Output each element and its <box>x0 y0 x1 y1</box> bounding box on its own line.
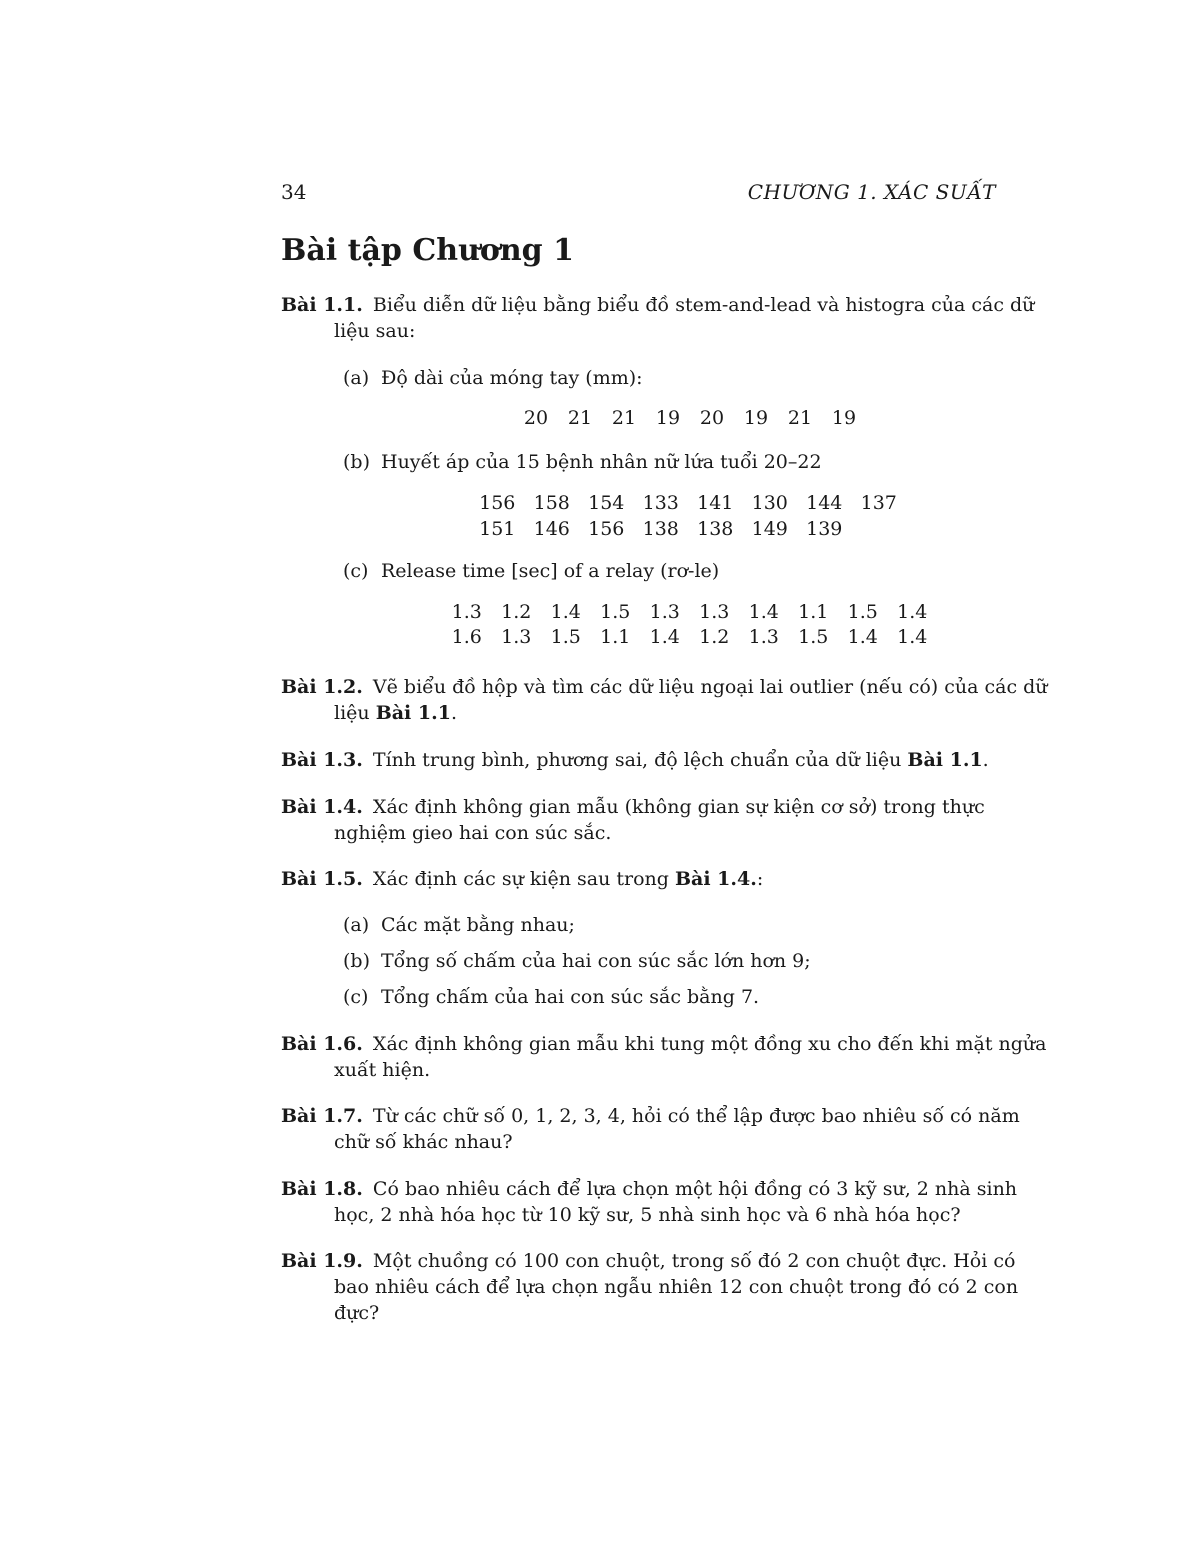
data-value: 1.5 <box>550 626 581 648</box>
exercise-tail: . <box>450 702 457 724</box>
data-value: 21 <box>567 407 593 429</box>
data-value: 21 <box>787 407 813 429</box>
data-value: 20 <box>699 407 725 429</box>
data-row <box>442 624 937 650</box>
sub-item-label: (a) <box>343 367 370 389</box>
exercise-text: Tính trung bình, phương sai, độ lệch chuẩn của dữ liệu <box>372 749 902 771</box>
data-value: 1.3 <box>649 601 680 623</box>
running-head: CHƯƠNG 1. XÁC SUẤT <box>747 180 996 204</box>
sub-item-text: Độ dài của móng tay (mm): <box>381 367 643 389</box>
sub-item-text: Các mặt bằng nhau; <box>381 914 575 936</box>
exercise-number: Bài 1.4. <box>281 796 363 818</box>
data-value: 19 <box>655 407 681 429</box>
exercise-1-6 <box>281 1031 1050 1083</box>
data-value: 1.4 <box>897 626 928 648</box>
exercise-text: Xác định không gian mẫu (không gian sự kiện cơ sở) trong thực nghiệm gieo hai con súc sắc. <box>334 796 985 844</box>
data-value: 19 <box>831 407 857 429</box>
exercise-1-1 <box>281 292 1050 344</box>
sub-item-label: (c) <box>343 986 369 1008</box>
exercise-text: Xác định không gian mẫu khi tung một đồng xu cho đến khi mặt ngửa xuất hiện. <box>334 1033 1047 1081</box>
data-value: 137 <box>860 492 897 514</box>
section-title: Bài tập Chương 1 <box>281 233 574 268</box>
data-value: 1.2 <box>699 626 730 648</box>
data-value: 1.4 <box>748 601 779 623</box>
sub-item-b <box>343 948 811 974</box>
exercise-number: Bài 1.6. <box>281 1033 363 1055</box>
sub-item-label: (b) <box>343 950 370 972</box>
sub-item-c <box>343 984 759 1010</box>
data-value: 1.5 <box>600 601 631 623</box>
data-value: 1.1 <box>798 601 829 623</box>
data-value: 20 <box>523 407 549 429</box>
data-row <box>470 490 906 516</box>
data-value: 130 <box>751 492 788 514</box>
data-value: 1.5 <box>847 601 878 623</box>
sub-item-text: Tổng số chấm của hai con súc sắc lớn hơn 9; <box>381 950 811 972</box>
data-value: 133 <box>642 492 679 514</box>
data-value: 158 <box>533 492 570 514</box>
data-row <box>470 516 852 542</box>
exercise-1-2 <box>281 674 1050 726</box>
sub-item-c <box>343 558 719 584</box>
data-value: 146 <box>533 518 570 540</box>
data-value: 139 <box>806 518 843 540</box>
sub-item-b <box>343 449 822 475</box>
data-value: 1.3 <box>699 601 730 623</box>
exercise-number: Bài 1.7. <box>281 1105 363 1127</box>
sub-item-text: Huyết áp của 15 bệnh nhân nữ lứa tuổi 20–22 <box>381 451 822 473</box>
data-value: 19 <box>743 407 769 429</box>
sub-item-a <box>343 365 643 391</box>
data-value: 154 <box>588 492 625 514</box>
sub-item-label: (b) <box>343 451 370 473</box>
data-value: 149 <box>751 518 788 540</box>
data-value: 1.4 <box>649 626 680 648</box>
exercise-1-7 <box>281 1103 1050 1155</box>
exercise-text: Vẽ biểu đồ hộp và tìm các dữ liệu ngoại lai outlier (nếu có) của các dữ liệu <box>334 676 1048 724</box>
data-value: 138 <box>697 518 734 540</box>
exercise-reference: Bài 1.4. <box>674 868 757 890</box>
data-value: 141 <box>697 492 734 514</box>
data-value: 1.2 <box>501 601 532 623</box>
data-value: 1.3 <box>451 601 482 623</box>
exercise-1-8 <box>281 1176 1050 1228</box>
exercise-reference: Bài 1.1 <box>375 702 451 724</box>
data-value: 1.3 <box>748 626 779 648</box>
exercise-tail: . <box>982 749 989 771</box>
sub-item-text: Tổng chấm của hai con súc sắc bằng 7. <box>381 986 760 1008</box>
sub-item-label: (c) <box>343 560 369 582</box>
data-row <box>442 599 937 625</box>
sub-item-a <box>343 912 575 938</box>
data-value: 138 <box>642 518 679 540</box>
exercise-number: Bài 1.2. <box>281 676 363 698</box>
data-value: 1.5 <box>798 626 829 648</box>
page-number: 34 <box>281 180 307 204</box>
exercise-text: Xác định các sự kiện sau trong <box>372 868 669 890</box>
sub-item-label: (a) <box>343 914 370 936</box>
exercise-number: Bài 1.9. <box>281 1250 363 1272</box>
exercise-text: Biểu diễn dữ liệu bằng biểu đồ stem-and-lead và histogra của các dữ liệu sau: <box>334 294 1035 342</box>
data-value: 1.4 <box>897 601 928 623</box>
exercise-tail: : <box>756 868 764 890</box>
exercise-number: Bài 1.8. <box>281 1178 363 1200</box>
data-value: 156 <box>588 518 625 540</box>
sub-item-text: Release time [sec] of a relay (rơ-le) <box>381 560 720 582</box>
exercise-number: Bài 1.3. <box>281 749 363 771</box>
data-value: 1.6 <box>451 626 482 648</box>
data-value: 1.3 <box>501 626 532 648</box>
data-value: 21 <box>611 407 637 429</box>
exercise-reference: Bài 1.1 <box>907 749 983 771</box>
data-value: 151 <box>479 518 516 540</box>
data-value: 1.4 <box>550 601 581 623</box>
exercise-1-5 <box>281 866 1050 892</box>
exercise-text: Có bao nhiêu cách để lựa chọn một hội đồng có 3 kỹ sư, 2 nhà sinh học, 2 nhà hóa học từ 10 kỹ sư, 5 nhà sinh học và 6 nhà hóa học? <box>334 1178 1018 1226</box>
exercise-number: Bài 1.5. <box>281 868 363 890</box>
data-value: 156 <box>479 492 516 514</box>
exercise-text: Một chuồng có 100 con chuột, trong số đó 2 con chuột đực. Hỏi có bao nhiêu cách để lựa chọn ngẫu nhiên 12 con chuột trong đó có 2 con đực? <box>334 1250 1019 1324</box>
exercise-text: Từ các chữ số 0, 1, 2, 3, 4, hỏi có thể lập được bao nhiêu số có năm chữ số khác nhau? <box>334 1105 1020 1153</box>
data-value: 1.4 <box>847 626 878 648</box>
exercise-1-9 <box>281 1248 1050 1326</box>
exercise-1-3 <box>281 747 1050 773</box>
data-value: 144 <box>806 492 843 514</box>
exercise-1-4 <box>281 794 1050 846</box>
exercise-number: Bài 1.1. <box>281 294 363 316</box>
data-value: 1.1 <box>600 626 631 648</box>
data-row <box>514 405 866 431</box>
